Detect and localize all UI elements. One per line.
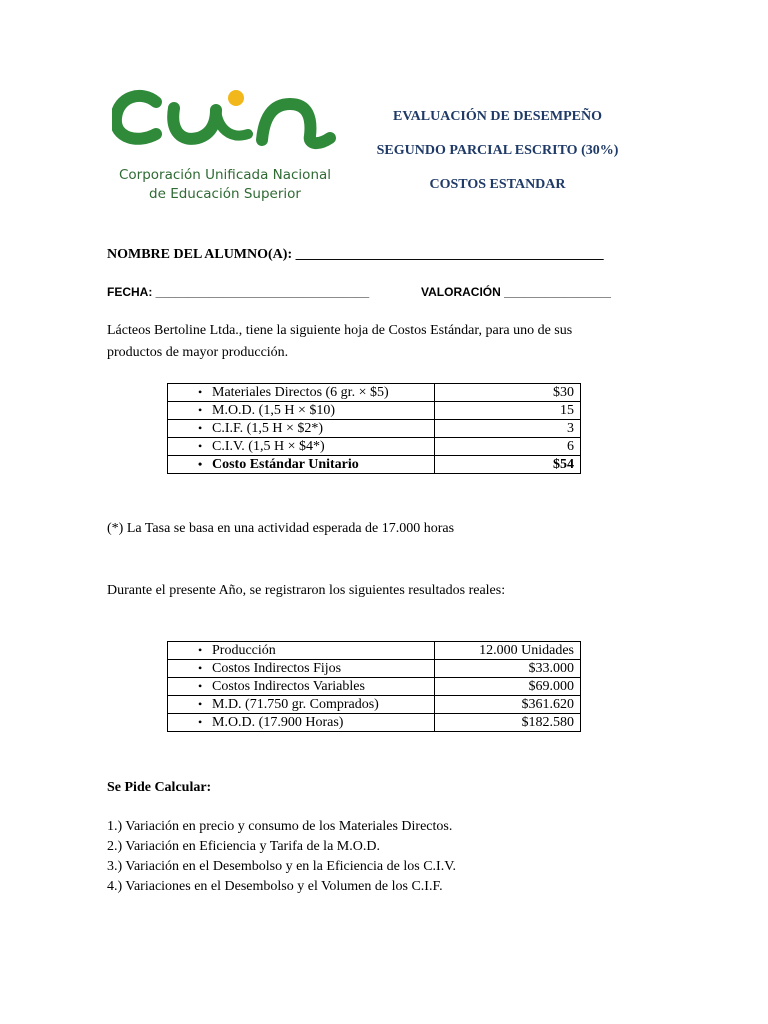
table-row [168, 402, 581, 420]
result-value: 12.000 Unidades [435, 642, 581, 660]
tasks-heading: Se Pide Calcular: [107, 780, 212, 795]
date-field: FECHA: ________________________________ [107, 285, 370, 299]
result-item: Costos Indirectos Variables [212, 679, 365, 694]
cost-value-total: $54 [435, 456, 581, 474]
bullet-icon: • [198, 697, 203, 711]
cost-value: $30 [435, 384, 581, 402]
table-row [168, 384, 581, 402]
intro-line-1: Lácteos Bertoline Ltda., tiene la siguiente hoja de Costos Estándar, para uno de sus [107, 323, 573, 338]
task-item: 1.) Variación en precio y consumo de los Materiales Directos. [107, 819, 453, 834]
cost-value: 3 [435, 420, 581, 438]
cost-item: M.O.D. (1,5 H × $10) [212, 403, 335, 418]
rate-note: (*) La Tasa se basa en una actividad esperada de 17.000 horas [107, 521, 455, 536]
result-item: Producción [212, 643, 276, 658]
table-row [168, 714, 581, 732]
bullet-icon: • [198, 439, 203, 453]
results-intro: Durante el presente Año, se registraron los siguientes resultados reales: [107, 583, 506, 598]
cost-value: 6 [435, 438, 581, 456]
table-row [168, 678, 581, 696]
cost-item: C.I.F. (1,5 H × $2*) [212, 421, 323, 436]
bullet-icon: • [198, 679, 203, 693]
cost-item: Materiales Directos (6 gr. × $5) [212, 385, 389, 400]
task-item: 4.) Variaciones en el Desembolso y el Volumen de los C.I.F. [107, 879, 443, 894]
result-value: $69.000 [435, 678, 581, 696]
student-name-field: NOMBRE DEL ALUMNO(A): ____________________________________________ [107, 247, 604, 262]
cost-value: 15 [435, 402, 581, 420]
bullet-icon: • [198, 457, 203, 471]
bullet-icon: • [198, 385, 203, 399]
result-item: M.D. (71.750 gr. Comprados) [212, 697, 379, 712]
cost-item-total: Costo Estándar Unitario [212, 457, 359, 472]
table-row [168, 642, 581, 660]
result-value: $33.000 [435, 660, 581, 678]
result-value: $182.580 [435, 714, 581, 732]
intro-line-2: productos de mayor producción. [107, 345, 289, 360]
table-row [168, 420, 581, 438]
result-value: $361.620 [435, 696, 581, 714]
bullet-icon: • [198, 643, 203, 657]
cost-item: C.I.V. (1,5 H × $4*) [212, 439, 325, 454]
title-exam: SEGUNDO PARCIAL ESCRITO (30%) [376, 143, 619, 158]
cun-logo [112, 88, 338, 206]
standard-cost-table [167, 383, 581, 474]
table-row-total [168, 456, 581, 474]
bullet-icon: • [198, 715, 203, 729]
bullet-icon: • [198, 403, 203, 417]
logo-text-line1: Corporación Unificada Nacional [118, 167, 332, 183]
task-item: 2.) Variación en Eficiencia y Tarifa de la M.O.D. [107, 839, 380, 854]
actual-results-table [167, 641, 581, 732]
table-row [168, 696, 581, 714]
bullet-icon: • [198, 421, 203, 435]
title-subject: COSTOS ESTANDAR [429, 177, 566, 192]
title-evaluation: EVALUACIÓN DE DESEMPEÑO [393, 109, 602, 124]
table-row [168, 438, 581, 456]
logo-text-line2: de Educación Superior [149, 186, 301, 202]
bullet-icon: • [198, 661, 203, 675]
cun-logo-mark [112, 88, 338, 150]
table-row [168, 660, 581, 678]
result-item: Costos Indirectos Fijos [212, 661, 342, 676]
grade-field: VALORACIÓN ________________ [421, 285, 611, 299]
result-item: M.O.D. (17.900 Horas) [212, 715, 344, 730]
task-item: 3.) Variación en el Desembolso y en la Eficiencia de los C.I.V. [107, 859, 456, 874]
